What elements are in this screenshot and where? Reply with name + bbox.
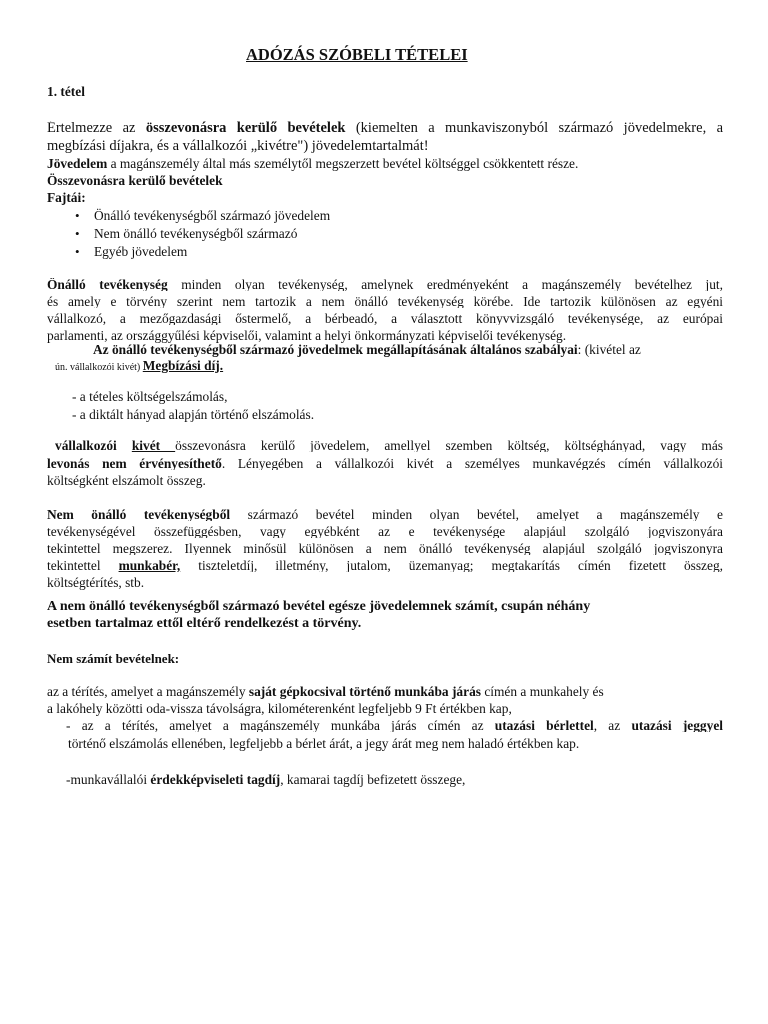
kivet-text: összevonásra kerülő jövedelem, amellyel szemben költség, költséghányad, vagy más [175,439,723,453]
nem-szamit-c-rest: , kamarai tagdíj befizetett összege, [280,772,466,787]
rules-line-2 [55,358,223,374]
onallo-line-1 [47,278,723,291]
onallo-line-3: vállalkozó, a mezőgazdasági őstermelő, a bérbeadó, a választott könyvvizsgáló tevékenysége, az európai [47,312,723,326]
intro-text-rest: (kiemelten a munkaviszonyból származó jövedelmekre, a [345,121,723,136]
nem-szamit-a-line-2: a lakóhely közötti oda-vissza távolságra, kilométerenként legfeljebb 9 Ft értékben kap, [47,701,512,716]
intro-line-1 [47,121,723,136]
bullet-icon: • [75,244,80,259]
megbizasi-dij: Megbízási díj. [142,358,224,373]
nem-onallo-line-2: tevékenységével összefüggésben, vagy egyébként az e tevékenysége alapjául szolgáló jogviszonyára [47,525,723,539]
fajtai-label: Fajtái: [47,190,86,205]
list-item: Önálló tevékenységből származó jövedelem [94,208,331,223]
list-item: Egyéb jövedelem [94,244,188,259]
nem-szamit-b-line-2: történő elszámolás ellenében, legfeljebb a bérlet árát, a jegy árát meg nem haladó értékben kap. [68,736,580,751]
kivet-levonas: levonás nem érvényesíthető [47,457,222,471]
list-item: Nem önálló tevékenységből származó [94,226,298,241]
kivet-term-a: vállalkozói [55,439,132,453]
bullet-icon: • [75,226,80,241]
whole-income-line-1: A nem önálló tevékenységből származó bevétel egésze jövedelemnek számít, csupán néhány [47,599,591,614]
gepkocsi-term: saját gépkocsival történő munkába járás [248,684,481,699]
kivet-text-2: . Lényegében a vállalkozói kivét a személyes munkavégzés címén vállalkozói [221,457,723,471]
nem-onallo-line-5: költségtérítés, stb. [47,575,145,590]
nem-onallo-text: származó bevétel minden olyan bevétel, amelyet a magánszemély e [230,508,723,522]
nem-szamit-a-text: az a térítés, amelyet a magánszemély [47,684,249,699]
jovedelem-term: Jövedelem [47,156,108,171]
nem-onallo-text-4b: tiszteletdíj, illetmény, jutalom, üzemanyag; megtakarítás címén fizetett összeg, [180,559,723,573]
intro-term: összevonásra kerülő bevételek [145,121,346,136]
nem-szamit-b-sep: , az [593,719,632,733]
jovedelem-definition [47,157,578,170]
onallo-text: minden olyan tevékenység, amelynek eredményeként a magánszemély bevételhez jut, [167,278,723,292]
jegy-term: utazási jeggyel [631,719,723,733]
nem-szamit-b-line-1 [66,719,723,732]
berlet-term: utazási bérlettel [494,719,594,733]
munkaber: munkabér, [118,559,181,573]
rules-note: ún. vállalkozói kivét) [55,362,143,373]
nem-onallo-line-1 [47,508,723,521]
nem-szamit-a-rest: címén a munkahely és [480,684,604,699]
kivet-line-3: költségként elszámolt összeg. [47,473,206,488]
nem-szamit-heading: Nem számít bevételnek: [47,651,180,666]
method-item: - a tételes költségelszámolás, [72,389,228,404]
tagdij-term: érdekképviseleti tagdíj [150,772,281,787]
nem-szamit-a-line-1 [47,685,604,698]
bullet-icon: • [75,208,80,223]
nem-szamit-c-text: -munkavállalói [66,772,151,787]
nem-szamit-c-line-1 [66,773,465,786]
onallo-line-4: parlamenti, az országgyűlési képviselői, valamint a helyi önkormányzati képviselői tevékenység. [47,328,567,343]
nem-onallo-line-3: tekintettel megszerez. Ilyennek minősül különösen a nem önálló tevékenység alapjául szolgáló jogviszonyra [47,542,723,556]
kivet-term-b: kivét [131,439,176,453]
kivet-line-1 [55,439,723,452]
onallo-term: Önálló tevékenység [47,278,168,292]
method-item: - a diktált hányad alapján történő elszámolás. [72,407,315,422]
page-title: ADÓZÁS SZÓBELI TÉTELEI [246,45,468,64]
jovedelem-text: a magánszemély által más személytől megszerzett bevétel költséggel csökkentett része. [107,156,579,171]
osszevonasra-heading: Összevonásra kerülő bevételek [47,173,223,188]
nem-onallo-text-4: tekintettel [47,559,119,573]
nem-onallo-term: Nem önálló tevékenységből [47,508,231,522]
intro-text: Értelmezze az [47,121,146,136]
rules-heading-rest: : (kivétel az [577,342,641,357]
section-heading: 1. tétel [47,84,85,99]
nem-onallo-line-4 [47,559,723,572]
onallo-line-2: és amely e törvény szerint nem tartozik a nem önálló tevékenység körébe. Ide tartozik különösen az egyéni [47,295,723,309]
whole-income-line-2: esetben tartalmaz ettől eltérő rendelkezést a törvény. [47,616,362,631]
rules-heading: Az önálló tevékenységből származó jövedelmek megállapításának általános szabályai [93,342,578,357]
rules-heading-line [93,343,641,356]
nem-szamit-b-text: - az a térítés, amelyet a magánszemély munkába járás címén az [66,719,495,733]
intro-line-2: megbízási díjakra, és a vállalkozói „kivétre") jövedelemtartalmát! [47,138,429,154]
kivet-line-2 [47,457,723,470]
